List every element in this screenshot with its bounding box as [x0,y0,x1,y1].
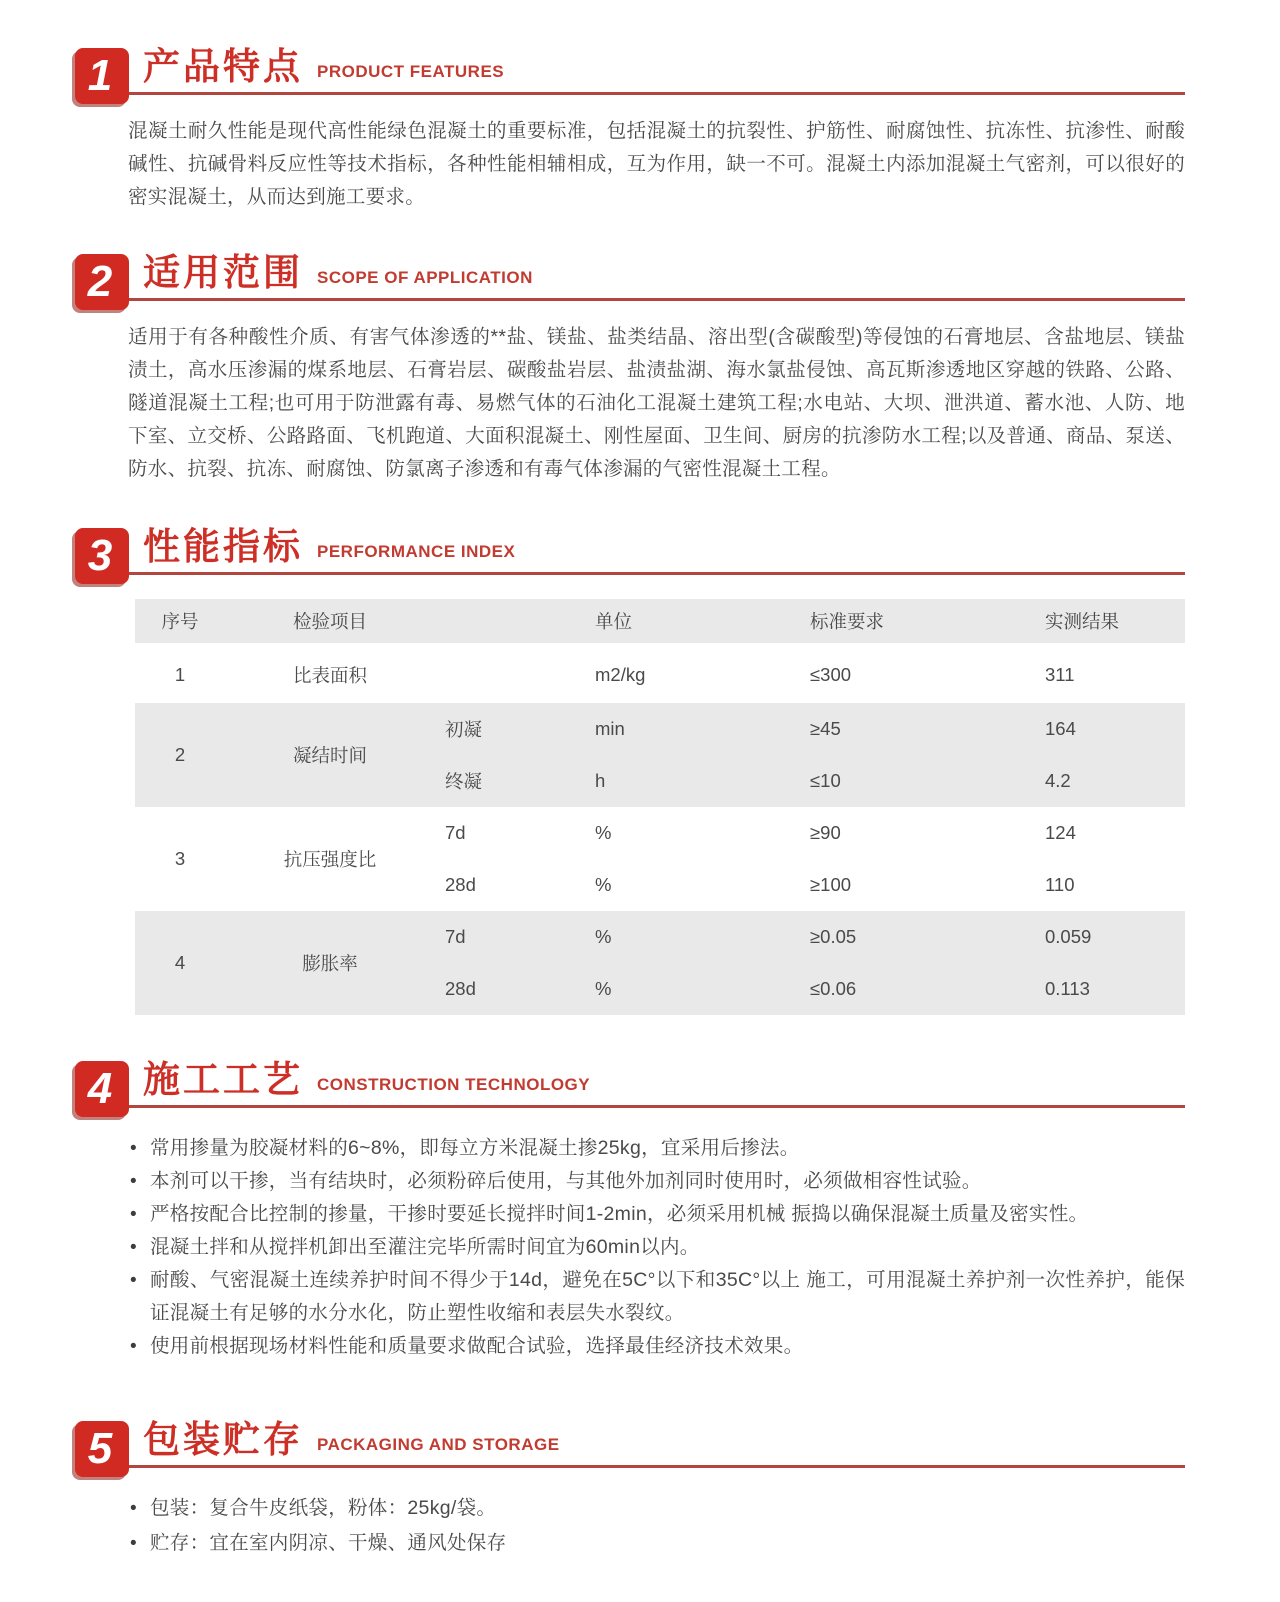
row-sub: 28d [445,978,476,999]
section-title-zh: 适用范围 [143,252,303,293]
section-scope-of-application [75,254,1185,486]
section-number-badge [75,254,129,310]
section-title-en: CONSTRUCTION TECHNOLOGY [317,1075,591,1094]
row-unit: % [595,822,612,843]
row-no: 1 [174,664,186,685]
row-item: 抗压强度比 [283,849,377,870]
section-paragraph: 适用于有各种酸性介质、有害气体渗透的**盐、镁盐、盐类结晶、溶出型(含碳酸型)等侵蚀的石膏地层、含盐地层、镁盐渍土，高水压渗漏的煤系地层、石膏岩层、碳酸盐岩层、盐渍盐湖、海水氯盐侵蚀、高瓦斯渗透地区穿越的铁路、公路、隧道混凝土工程;也可用于防泄露有毒、易燃气体的石油化工混凝土建筑工程;水电站、大坝、泄洪道、蓄水池、人防、地下室、立交桥、公路路面、飞机跑道、大面积混凝土、刚性屋面、卫生间、厨房的抗渗防水工程;以及普通、商品、泵送、防水、抗裂、抗冻、耐腐蚀、防氯离子渗透和有毒气体渗漏的气密性混凝土工程。 [128,326,1185,480]
row-unit: % [595,926,612,947]
row-unit: % [595,874,612,895]
section-header [75,46,1185,100]
row-result: 311 [1045,664,1075,685]
row-sub: 28d [445,874,476,895]
section-title-bar [129,1061,1185,1108]
construction-bullet-list [130,1132,1185,1363]
table-row [135,703,1185,807]
col-header-no: 序号 [161,611,199,632]
section-packaging-storage [75,1421,1185,1560]
row-result: 4.2 [1045,770,1071,791]
section-title-zh: 产品特点 [143,46,303,87]
row-sub: 终凝 [445,771,483,792]
section-number: 2 [87,257,113,306]
section-header [75,252,1185,306]
row-unit: m2/kg [595,664,646,685]
section-number: 4 [87,1064,113,1113]
section-title-bar [129,528,1185,575]
row-result: 124 [1045,822,1076,843]
col-header-result: 实测结果 [1045,611,1120,632]
row-sub: 初凝 [445,719,483,740]
row-result: 164 [1045,718,1076,739]
row-standard: ≤10 [810,770,841,791]
packaging-bullet-list [130,1492,1185,1560]
section-title-en: PRODUCT FEATURES [317,62,505,81]
section-product-features [75,48,1185,214]
section-title-zh: 包装贮存 [143,1419,303,1460]
section-number: 3 [87,531,113,580]
performance-table [135,599,1185,1015]
bullet-item: • 贮存：宜在室内阴凉、干燥、通风处保存 [130,1527,1185,1560]
row-sub: 7d [445,822,466,843]
row-item: 比表面积 [292,665,367,686]
section-title-en: PACKAGING AND STORAGE [317,1435,560,1454]
col-header-unit: 单位 [595,611,633,632]
table-row [135,647,1185,703]
table-header-row [135,599,1185,643]
row-item: 凝结时间 [292,745,367,766]
section-number-badge [75,1421,129,1477]
section-number-badge [75,528,129,584]
bullet-item: • 包装：复合牛皮纸袋，粉体：25kg/袋。 [130,1492,1185,1525]
row-no: 4 [174,952,186,973]
bullet-item: • 严格按配合比控制的掺量，干掺时要延长搅拌时间1-2min，必须采用机械 振捣以确保混凝土质量及密实性。 [130,1198,1185,1231]
row-standard: ≥90 [810,822,841,843]
row-result: 0.113 [1045,978,1090,999]
section-header [75,1419,1185,1473]
row-standard: ≤0.06 [810,978,857,999]
bullet-item: • 本剂可以干掺，当有结块时，必须粉碎后使用，与其他外加剂同时使用时，必须做相容性试验。 [130,1165,1185,1198]
bullet-item: • 耐酸、气密混凝土连续养护时间不得少于14d，避免在5C°以下和35C°以上 施工，可用混凝土养护剂一次性养护，能保证混凝土有足够的水分水化，防止塑性收缩和表层失水裂纹。 [130,1264,1185,1330]
row-item: 膨胀率 [302,953,358,974]
section-number: 5 [87,1424,113,1473]
row-result: 0.059 [1045,926,1092,947]
section-title-bar [129,48,1185,95]
row-standard: ≥45 [810,718,841,739]
row-standard: ≤300 [810,664,852,685]
section-header [75,526,1185,580]
section-title-en: PERFORMANCE INDEX [317,542,516,561]
table-row [135,911,1185,1015]
section-title-en: SCOPE OF APPLICATION [317,268,533,287]
bullet-item: • 混凝土拌和从搅拌机卸出至灌注完毕所需时间宜为60min以内。 [130,1231,1185,1264]
row-no: 3 [174,848,186,869]
bullet-item: • 使用前根据现场材料性能和质量要求做配合试验，选择最佳经济技术效果。 [130,1330,1185,1363]
row-unit: min [595,718,625,739]
section-construction-technology [75,1061,1185,1363]
row-sub: 7d [445,926,466,947]
section-title-bar [129,254,1185,301]
section-paragraph: 混凝土耐久性能是现代高性能绿色混凝土的重要标准，包括混凝土的抗裂性、护筋性、耐腐蚀性、抗冻性、抗渗性、耐酸碱性、抗碱骨料反应性等技术指标，各种性能相辅相成，互为作用，缺一不可。混凝土内添加混凝土气密剂，可以很好的密实混凝土，从而达到施工要求。 [128,120,1185,208]
row-unit: % [595,978,612,999]
section-title-zh: 性能指标 [143,526,303,567]
section-title-zh: 施工工艺 [143,1059,303,1100]
table-row [135,807,1185,911]
section-number: 1 [87,51,113,100]
section-header [75,1059,1185,1113]
section-title-bar [129,1421,1185,1468]
section-number-badge [75,1061,129,1117]
row-no: 2 [174,744,186,765]
row-standard: ≥0.05 [810,926,857,947]
row-result: 110 [1045,874,1075,895]
row-sub [435,647,585,703]
bullet-item: • 常用掺量为胶凝材料的6~8%，即每立方米混凝土掺25kg，宜采用后掺法。 [130,1132,1185,1165]
section-number-badge [75,48,129,104]
col-header-item: 检验项目 [292,611,367,632]
row-unit: h [595,770,606,791]
col-header-standard: 标准要求 [810,611,885,632]
row-standard: ≥100 [810,874,852,895]
section-performance-index [75,528,1185,1015]
